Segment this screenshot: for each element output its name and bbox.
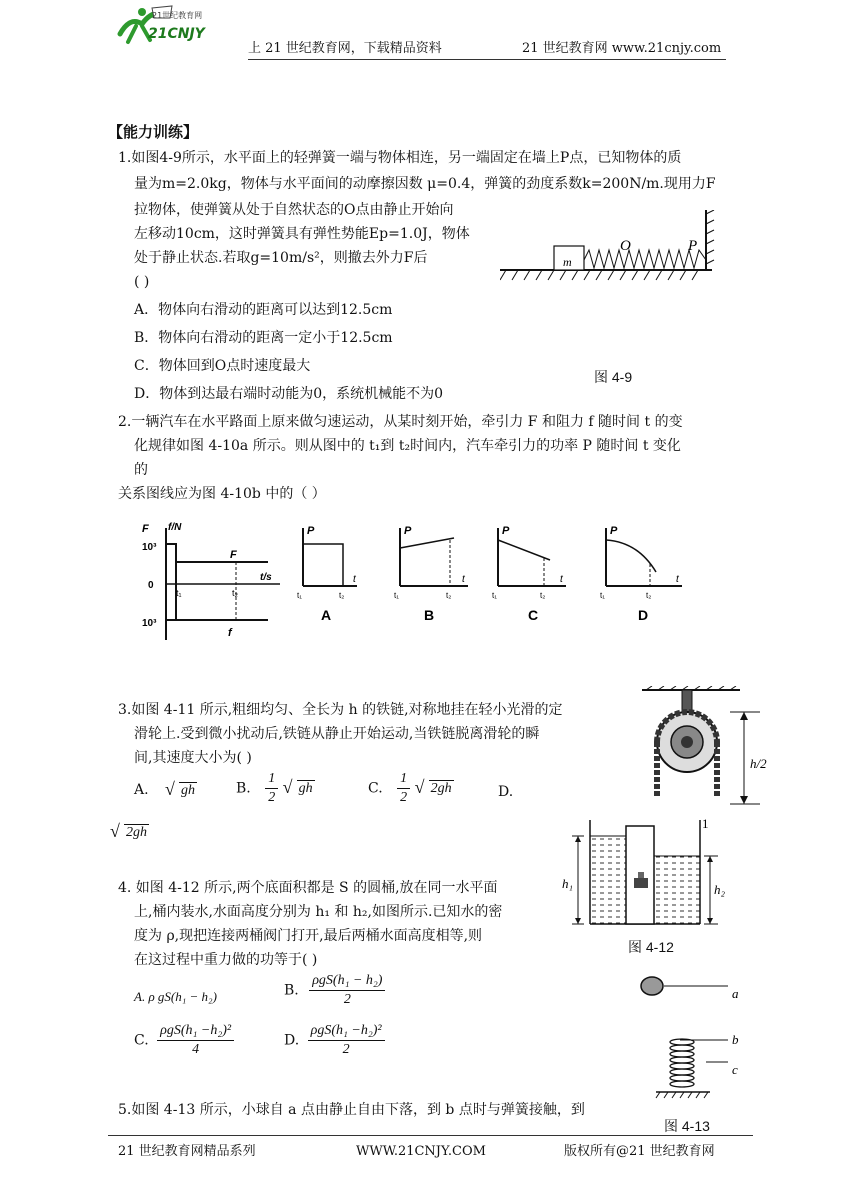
q3-line3: 间,其速度大小为( ) <box>134 750 252 766</box>
q3-option-c-num: 1 <box>397 770 410 789</box>
q4-fig-h2: h₂ <box>714 882 726 897</box>
q2-optD-t2: t₂ <box>646 591 652 600</box>
q5-line1: 5.如图 4-13 所示，小球自 a 点由静止自由下落，到 b 点时与弹簧接触，到 <box>118 1102 585 1118</box>
q1-line6: ( ) <box>134 274 150 290</box>
q4-line2: 上,桶内装水,水面高度分别为 h₁ 和 h₂,如图所示.已知水的密 <box>134 904 503 920</box>
q3-option-c-label: C. <box>368 780 383 797</box>
q2-line2: 化规律如图 4-10a 所示。则从图中的 t₁到 t₂时间内，汽车牵引力的功率 P 随时间 t 变化 <box>134 438 681 454</box>
footer-left: 21 世纪教育网精品系列 <box>118 1144 256 1159</box>
q5-fig-b: b <box>732 1032 739 1047</box>
q2-optA-t1: t₁ <box>297 591 302 600</box>
q5-fig-c: c <box>732 1062 738 1077</box>
q1-option-c: C．物体回到O点时速度最大 <box>134 358 311 374</box>
q4-fig-h1: h₁ <box>562 876 574 891</box>
footer-divider <box>108 1135 753 1136</box>
q4-option-c-frac <box>157 1022 234 1059</box>
figure-4-10b-a <box>295 520 360 630</box>
q2-option-label-a: A <box>321 607 332 623</box>
q2-optB-t1: t₁ <box>394 591 399 600</box>
q2a-f-small-label: f <box>228 627 232 639</box>
q3-option-d <box>110 820 149 845</box>
q1-fig-o: O <box>620 238 631 254</box>
q3-option-b <box>236 770 315 807</box>
q2a-ts-axis: t/s <box>260 572 272 583</box>
q1-line5: 处于静止状态.若取g=10m/s²，则撤去外力F后 <box>134 250 428 266</box>
section-title: 【能力训练】 <box>108 123 199 141</box>
q2a-top-value: 10³ <box>142 542 157 553</box>
figure-4-10b-c <box>490 520 570 630</box>
q3-option-b-radicand: gh <box>298 780 313 796</box>
q4-line1: 4. 如图 4-12 所示,两个底面积都是 S 的圆桶,放在同一水平面 <box>118 880 498 896</box>
q1-line1: 1.如图4-9所示，水平面上的轻弹簧一端与物体相连，另一端固定在墙上P点，已知物体的质 <box>118 150 682 166</box>
q3-option-c <box>368 770 454 807</box>
header-right[interactable]: 21 世纪教育网 www.21cnjy.com <box>522 41 722 56</box>
figure-4-11 <box>636 686 786 811</box>
q1-line3: 拉物体，使弹簧从处于自然状态的O点由静止开始向 <box>134 202 454 218</box>
figure-4-12 <box>560 812 730 930</box>
q2-line1: 2.一辆汽车在水平路面上原来做匀速运动，从某时刻开始，牵引力 F 和阻力 f 随时间 t 的变 <box>118 414 683 430</box>
figure-4-13 <box>636 970 756 1110</box>
figure-4-10b-b <box>392 520 472 630</box>
header-divider <box>248 59 726 60</box>
q3-option-a-sqrt <box>165 779 197 803</box>
q3-option-a-label: A. <box>134 782 149 798</box>
q4-option-d-den: 2 <box>342 1042 350 1057</box>
q4-option-b-num: ρgS(h₁ − h₂) <box>309 972 385 991</box>
q2-optA-t2: t₂ <box>339 591 345 600</box>
q2-option-label-b: B <box>424 607 435 623</box>
q3-option-b-num: 1 <box>265 770 278 789</box>
q2-optD-p: P <box>610 525 618 537</box>
q1-line4: 左移动10cm，这时弹簧具有弹性势能Ep=1.0J，物体 <box>134 226 470 242</box>
q1-option-a: A．物体向右滑动的距离可以达到12.5cm <box>134 302 393 318</box>
figure-4-10b-d <box>598 520 688 630</box>
q4-option-d <box>284 1022 385 1059</box>
q4-option-d-frac <box>308 1022 385 1059</box>
q2-optC-t2: t₂ <box>540 591 546 600</box>
q3-line2: 滑轮上.受到微小扰动后,铁链从静止开始运动,当铁链脱离滑轮的瞬 <box>134 726 540 742</box>
q2a-bottom-value: 10³ <box>142 618 157 629</box>
logo-text-bottom: 21CNJY <box>148 26 205 42</box>
q1-line2: 量为m=2.0kg，物体与水平面间的动摩擦因数 μ=0.4，弹簧的劲度系数k=200N/m.现用力F <box>134 176 716 192</box>
q2a-t2: t₂ <box>232 588 238 598</box>
q1-fig-m: m <box>563 255 572 269</box>
q4-line3: 度为 ρ,现把连接两桶阀门打开,最后两桶水面高度相等,则 <box>134 928 483 944</box>
q2a-f-line-label: F <box>230 549 237 561</box>
q2-optA-t: t <box>353 574 356 585</box>
q3-option-b-den: 2 <box>268 790 276 805</box>
q4-option-c-num: ρgS(h₁ −h₂)² <box>157 1022 234 1041</box>
q4-option-b-den: 2 <box>343 992 351 1007</box>
q4-option-b-frac <box>309 972 385 1009</box>
q3-option-a <box>134 778 197 803</box>
q4-option-d-num: ρgS(h₁ −h₂)² <box>308 1022 385 1041</box>
q2-optC-t: t <box>560 574 563 585</box>
q2-optB-t: t <box>462 574 465 585</box>
q4-option-b <box>284 972 385 1009</box>
q1-option-b: B．物体向右滑动的距离一定小于12.5cm <box>134 330 393 346</box>
q3-line1: 3.如图 4-11 所示,粗细均匀、全长为 h 的铁链,对称地挂在轻小光滑的定 <box>118 702 563 718</box>
q1-fig-p: P <box>688 238 698 254</box>
q3-fig-h2: h/2 <box>750 756 767 771</box>
q2a-fn-axis: f/N <box>168 522 182 533</box>
q1-figure-caption: 图 4-9 <box>594 369 633 385</box>
q2-option-label-d: D <box>638 607 649 623</box>
footer-center[interactable]: WWW.21CNJY.COM <box>356 1144 486 1159</box>
q2-optA-p: P <box>307 525 315 537</box>
q3-option-c-radicand: 2gh <box>430 780 452 796</box>
figure-4-9 <box>500 210 730 290</box>
logo-text-top: 21世纪教育网 <box>152 11 203 20</box>
q3-option-c-sqrt <box>415 780 454 798</box>
q4-figure-caption: 图 4-12 <box>628 939 674 955</box>
q2-optB-t2: t₂ <box>446 591 452 600</box>
q4-option-c-label: C. <box>134 1032 149 1049</box>
figure-4-10a <box>140 520 290 645</box>
q3-option-d-label: D. <box>498 784 514 800</box>
q4-fig-mark: 1 <box>702 816 709 831</box>
q3-option-d-radicand: 2gh <box>126 825 147 840</box>
q3-option-b-frac <box>265 770 278 807</box>
q4-option-d-label: D. <box>284 1032 300 1049</box>
q4-option-c <box>134 1022 234 1059</box>
q2a-zero: 0 <box>148 580 154 591</box>
q2-option-label-c: C <box>528 607 539 623</box>
q2-line3: 的 <box>134 462 148 478</box>
q5-figure-caption: 图 4-13 <box>664 1118 710 1134</box>
q3-option-c-den: 2 <box>400 790 408 805</box>
q4-option-b-label: B. <box>284 982 299 999</box>
q2-optC-p: P <box>502 525 510 537</box>
q2-line4: 关系图线应为图 4-10b 中的（ ） <box>118 486 326 502</box>
q2-optB-p: P <box>404 525 412 537</box>
q3-option-a-radicand: gh <box>181 783 196 798</box>
footer-right: 版权所有@21 世纪教育网 <box>564 1144 715 1159</box>
q5-fig-a: a <box>732 986 739 1001</box>
q4-option-c-den: 4 <box>192 1042 200 1057</box>
q2-optD-t1: t₁ <box>600 591 605 600</box>
q4-line4: 在这过程中重力做的功等于( ) <box>134 952 318 968</box>
q4-option-a: A. ρ gS(h₁ − h₂) <box>134 989 217 1004</box>
q3-option-b-sqrt <box>283 780 315 798</box>
q3-option-b-label: B. <box>236 780 251 797</box>
q3-option-c-frac <box>397 770 410 807</box>
q2-optD-t: t <box>676 574 679 585</box>
header-center: 上 21 世纪教育网，下载精品资料 <box>248 41 442 56</box>
q2a-t1: t₁ <box>176 588 182 598</box>
q1-option-d: D．物体到达最右端时动能为0，系统机械能不为0 <box>134 386 444 402</box>
q2a-f-axis: F <box>142 523 149 535</box>
q2-optC-t1: t₁ <box>492 591 497 600</box>
q3-option-d-sqrt <box>110 821 149 845</box>
